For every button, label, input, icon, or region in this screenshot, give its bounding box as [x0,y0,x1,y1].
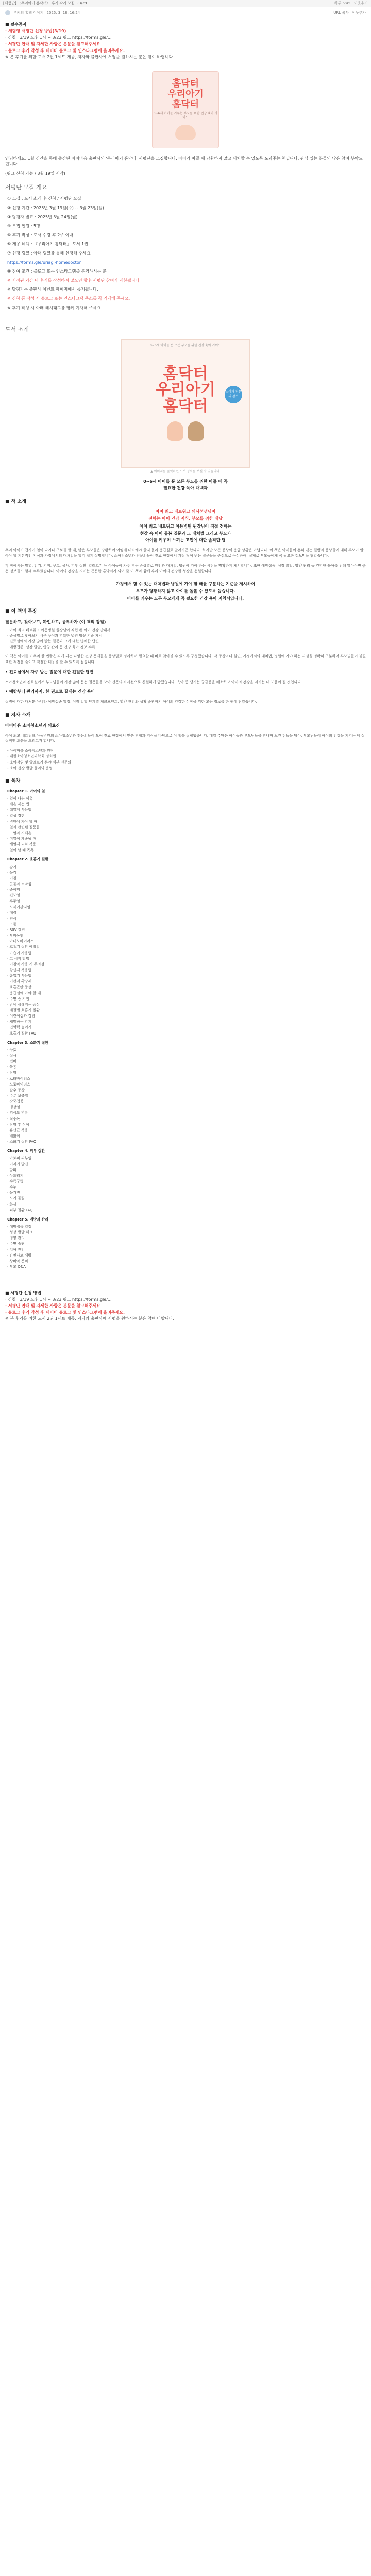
toc-item: · 천식 [7,916,16,921]
toc-item: · 어린이집과 감염 [7,1014,36,1019]
cover-title-line: 우리아기 [167,89,204,100]
notice-line[interactable]: · 신청 : 3/19 오후 1시 ~ 3/23 링크 https://forms.gle/... [5,1297,112,1302]
section-heading-toc [5,778,366,785]
kid-figure [167,421,183,441]
notice-line: ※ 본 후기를 위한 도서 2권 1세트 제공, 저자와 출판사에 서평을 원하시는 분은 참여 바랍니다. [5,1316,175,1321]
toc-item: · 복통 [7,1065,16,1070]
toc-item: · 수족구병 [7,1179,24,1183]
highlight-line: 아이 최고 네트워크 의사선생님이 [155,509,216,514]
toc-item: · 치아 관리 [7,1247,25,1252]
toc-item: · 해열제 사용법 [7,808,32,812]
schedule-item: ⑧ 참여 조건 : 블로그 또는 인스타그램을 운영하시는 분 [7,269,107,274]
notice-top [5,18,366,64]
highlight-line: 현장 속 아이 돌봄 질문과 그 대처법 그리고 부모가 [140,531,231,536]
toc-item: · 변비 [7,1059,16,1064]
toc-item: · 병원에 가야 할 때 [7,819,38,824]
toc-item: · 안전사고 예방 [7,1253,32,1258]
toc-item: · 예방접종 일정 [7,1224,32,1229]
body-paragraph: 우리 아이가 갑자기 열이 나거나 구토를 할 때, 많은 부모들은 당황하여 어떻게 대처해야 할지 몰라 응급실로 달려가곤 합니다. 하지만 모든 증상이 응급 상황은 아닙니다. 이 책은 아이들이 흔히 겪는 질병과 증상들에 대해 부모가 알아야 할 기본적인 지식과 가정에서의 대처법을 알기 쉽게 설명합니다. 소아청소년과 전문의들이 진료 현장에서 가장 많이 받는 질문들을 중심으로 구성하여, 실제로 부모들에게 꼭 필요한 정보만을 담았습니다. [5,548,364,558]
toc-item: · 맹장염 [7,1105,20,1110]
notice-line: · 블로그 후기 작성 후 네이버 블로그 및 인스타그램에 올려주세요. [5,1310,125,1315]
post-title: [체험단] 〈우리아기 홈닥터〉 후기 작가 모집 ~3/29 [3,1,87,6]
toc-item: · 아토피 피부염 [7,1156,32,1161]
schedule-item: ⑥ 제공 혜택 : 『우리아기 홈닥터』 도서 1권 [7,242,88,247]
schedule-list [7,196,366,311]
author-credential: - 소아감염 및 알레르기 분야 세부 전문의 [7,760,72,765]
toc-item: · 모세기관지염 [7,905,31,909]
schedule-item: ※ 신청 폼 작성 시 블로그 또는 인스타그램 주소를 꼭 기재해 주세요. [7,296,130,301]
toc-item: · 호흡기 질환 FAQ [7,1031,37,1036]
section-title: ■ 책 소개 [5,499,26,504]
toc-item: · 열성 경련 [7,814,25,818]
highlight-dark [5,523,366,544]
toc-item: · 재발하는 감기 [7,1020,32,1024]
top-bar [0,0,371,7]
baby-illustration [175,125,196,140]
notice-line: · 서평단 안내 및 자세한 사항은 본문을 참고해주세요 [5,41,100,46]
image-caption: ▲ 이미지를 클릭하면 도서 정보를 보실 수 있습니다. [150,470,221,474]
cover-title-line: 홈닥터 [172,98,199,110]
toc-item: · 성장 발달 체크 [7,1230,33,1235]
body-paragraph: 각 장에서는 발열, 감기, 기침, 구토, 설사, 피부 질환, 알레르기 등 아이들이 자주 겪는 증상별로 원인과 대처법, 병원에 가야 하는 시점을 명확하게 제시합니다. 또한 예방접종, 성장 발달, 영양 관리 등 건강한 육아를 위해 알아두면 좋은 정보들도 함께 수록했습니다. 아이의 건강을 지키는 든든한 홈닥터가 되어 줄 이 책과 함께 우리 아이의 건강한 성장을 응원합니다. [5,563,366,573]
schedule-item: ※ 당첨자는 출판사 이벤트 페이지에서 공지됩니다. [7,287,98,292]
toc-item: · 열이 날 때 목욕 [7,848,34,853]
author-bio: 아이 최고 네트워크 아동병원의 소아청소년과 전문의들이 모여 진료 현장에서 얻은 경험과 지식을 바탕으로 이 책을 집필했습니다. 매일 수많은 아이들과 부모님들을 만나며 느낀 점들을 담아, 부모님들이 아이의 건강을 지키는 데 실질적인 도움을 드리고자 합니다. [5,733,365,743]
cover-title-line: 홈닥터 [163,364,208,383]
toc-item: · 미열이 계속될 때 [7,836,37,841]
toc-item: · 상비약 준비 [7,1259,28,1263]
toc-item: · 장중첩증 [7,1099,24,1104]
bear-figure [188,421,204,441]
cover-title-line: 우리아기 [156,381,215,399]
toc-item: · 구토 [7,1047,16,1052]
toc-item: · 배앓이 [7,1133,20,1138]
toc-item: · 감기 [7,865,16,869]
author-name[interactable]: 루키의 홈책 이야기 [13,11,44,15]
toc-item: · 아데노바이러스 [7,939,34,944]
toc-item: · 기침약 사용 시 주의점 [7,962,44,967]
author-credential: - 소아 성장 발달 클리닉 운영 [7,766,53,770]
schedule-item: ① 모집 : 도서 소개 후 신청 / 서평단 모집 [7,196,81,201]
section-heading-features [5,608,366,615]
toc-item: · 코 세척 방법 [7,956,29,961]
quote-block [5,581,366,601]
toc-chapter-title: Chapter 3. 소화기 질환 [7,1040,49,1045]
schedule-heading: 서평단 모집 개요 [5,184,47,191]
toc-item: · 해열제 교차 복용 [7,842,37,847]
headline-line: 0~6세 아이를 둔 모든 부모를 위한 아플 때 꼭 [143,479,228,484]
toc-item: · 편도염 [7,893,20,898]
section-title: ■ 저자 소개 [5,712,31,718]
toc-item: · 수면 중 기침 [7,996,29,1001]
features-intro: 질문하고, 찾아보고, 확인하고, 공부하자 (이 책의 장점) [5,620,106,625]
section-title: ■ 이 책의 특징 [5,609,37,615]
author-credential: - 대한소아청소년과학회 정회원 [7,754,56,759]
intro-paragraph: 안녕하세요. 1월 신간을 통해 출간된 아이마음 출판사의 '우리아기 홈닥터' 서평단을 모집합니다. 아이가 아플 때 당황하지 않고 대처할 수 있도록 도와주는 책입니다. 관심 있는 분들의 많은 참여 부탁드립니다. [5,156,363,167]
avatar[interactable] [5,10,10,15]
schedule-item: ⑦ 신청 링크 : 아래 링크를 통해 신청해 주세요 [7,250,91,256]
book-cover-large[interactable] [121,339,250,468]
toc-item: · 응급실에 가야 할 때 [7,991,41,995]
book-section-heading: 도서 소개 [5,326,29,333]
toc-item: · 피부 질환 FAQ [7,1208,33,1212]
features-subheading: • 예방부터 관리까지, 한 권으로 끝내는 건강 육아 [5,689,95,694]
toc-item: · 열과 관련된 질문들 [7,825,40,829]
toc-item: · 수분 보충법 [7,1094,28,1098]
kids-illustration [167,421,204,441]
section-title: ■ 목차 [5,778,21,784]
toc-item: · 폐렴 [7,910,16,915]
quote-line: 아이를 키우는 모든 부모에게 꼭 필요한 건강 육아 지침서입니다. [127,596,244,601]
toc-item: · 가습기 사용법 [7,951,32,955]
schedule-item: ※ 지정된 기간 내 후기를 작성하지 않으면 향후 서평단 참여가 제한됩니다. [7,278,141,283]
toc-item: · 수면 습관 [7,1242,25,1246]
toc-item: · 고열과 저체온 [7,831,32,835]
toc-item: · 소화기 질환 FAQ [7,1140,37,1144]
toc-item: · 기저귀 발진 [7,1162,28,1166]
section-heading-author [5,712,366,719]
toc-item: · 화상 [7,1202,16,1207]
cover-sticker: 소아과 전문의 감수 [225,386,242,403]
toc-item: · 모기 물림 [7,1196,25,1201]
highlight-line: 아이 최고 네트워크 아동병원 원장님이 직접 전하는 [139,524,232,529]
toc-item: · 농가진 [7,1191,20,1195]
toc-item: · 면역력 높이기 [7,1025,32,1030]
notice-bottom [5,1284,366,1333]
toc-chapter-title: Chapter 1. 아이의 열 [7,789,45,793]
intro-paragraph-2: (링크 신청 가능 / 3월 19일 시작) [5,171,65,176]
toc-item: · 기관지 확장제 [7,979,32,984]
features-subheading: • 진료실에서 자주 받는 질문에 대한 친절한 답변 [5,670,94,675]
top-right-info[interactable]: 하루 6:45 · 이웃추가 [334,1,368,6]
highlight-line: 아이를 키우며 느끼는 고민에 대한 솔직한 답 [145,538,226,543]
feature-bullet: · 진료실에서 가장 많이 받는 질문과 그에 대한 명쾌한 답변 [7,639,99,644]
toc-item: · 노로바이러스 [7,1082,31,1087]
schedule-item: ⑤ 후기 작성 : 도서 수령 후 2주 이내 [7,232,74,238]
toc-item: · 설사 [7,1054,16,1058]
body-paragraph: 소아청소년과 진료실에서 부모님들이 가장 많이 묻는 질문들을 모아 전문의의 시선으로 친절하게 답했습니다. 육아 중 생기는 궁금증을 해소하고 아이의 건강을 지키는 데 도움이 될 것입니다. [5,680,302,684]
author-credential: - 아이마음 소아청소년과 원장 [7,749,54,753]
post-meta [5,7,366,18]
cover-title [167,79,204,109]
toc-item: · 호흡기 질환 예방법 [7,945,40,950]
schedule-item[interactable]: https://forms.gle/uriagi-homedoctor [7,260,81,265]
toc-item: · 기침 [7,876,16,880]
notice-line[interactable]: · 신청 : 3/19 오후 1시 ~ 3/23 링크 https://forms.gle/... [5,35,112,40]
post-body [0,7,371,1333]
schedule-item: ※ 후기 작성 시 아래 해시태그를 함께 기재해 주세요. [7,305,103,310]
notice-line: · 체험형 서평단 신청 방법(3/19) [5,28,66,33]
toc-item: · 중이염 [7,888,20,892]
toc-item: · RSV 감염 [7,928,25,933]
toc-item: · 독감 [7,870,16,875]
quote-line: 부모가 당황하지 않고 아이를 돌볼 수 있도록 돕습니다. [136,588,235,594]
neighbor-add-button[interactable]: 이웃추가 [351,11,366,15]
toc-item: · 호흡곤란 증상 [7,985,32,990]
url-copy-button[interactable]: URL 복사 [333,11,349,15]
toc-item: · 항생제 복용법 [7,968,32,973]
book-cover-small[interactable] [152,71,219,148]
schedule-item: ③ 당첨자 발표 : 2025년 3월 24일(월) [7,214,78,219]
toc-item: · 장염 후 식이 [7,1122,29,1127]
toc-item: · 로타바이러스 [7,1076,31,1081]
toc-item: · 영양 관리 [7,1236,25,1241]
body-paragraph: 이 책은 아이를 키우며 한 번쯤은 겪게 되는 다양한 건강 문제들을 증상별로 정리하여 필요할 때 바로 찾아볼 수 있도록 구성했습니다. 각 증상마다 원인, 가정에서의 대처법, 병원에 가야 하는 시점을 명확히 구분하여 부모님들이 불필요한 걱정을 줄이고 적절한 대응을 할 수 있도록 돕습니다. [5,654,366,665]
toc-item: · 후두염 [7,899,20,904]
toc-chapter-title: Chapter 2. 호흡기 질환 [7,857,49,862]
cover-big-title [156,366,215,415]
headline-line: 필요한 건강 육아 대백과 [163,486,208,491]
toc-chapter-title: Chapter 4. 피부 질환 [7,1149,45,1154]
toc-chapter-title: Chapter 5. 예방과 관리 [7,1217,49,1222]
toc-item: · 두드러기 [7,1173,24,1178]
feature-bullet: · 증상별로 찾아보기 쉬운 구성과 명확한 병원 방문 기준 제시 [7,633,103,638]
post-date: 2025. 3. 18. 16:24 [46,11,80,15]
cover-title-line: 홈닥터 [172,78,199,90]
cover-top-text: 0~6세 아이를 둔 모든 부모를 위한 건강 육아 가이드 [149,344,222,348]
notice-line: · 블로그 후기 작성 후 네이버 블로그 및 인스타그램에 올려주세요. [5,48,125,53]
author-credentials [7,748,366,771]
table-of-contents [7,789,366,1269]
headline [5,479,366,492]
toc-item: · 수두 [7,1185,16,1190]
toc-item: · 밤에 심해지는 증상 [7,1002,40,1007]
toc-item: · 계절별 호흡기 질환 [7,1008,40,1013]
toc-item: · 유산균 복용 [7,1128,28,1132]
highlight-red [5,509,366,521]
feature-bullet: · 아이 최고 네트워크 아동병원 원장님이 직접 쓴 아이 건강 안내서 [7,628,111,632]
notice-label: ■ 서평단 신청 방법 [5,1291,42,1296]
toc-item: · 부비동염 [7,934,24,938]
notice-line: ※ 본 후기를 위한 도서 2권 1세트 제공, 저자와 출판사에 서평을 원하시는 분은 참여 바랍니다. [5,55,175,60]
schedule-item: ② 신청 기간 : 2025년 3월 19일(수) ~ 3월 23일(일) [7,206,104,211]
notice-label: ■ 필수공지 [5,22,27,27]
feature-bullet: · 예방접종, 성장 발달, 영양 관리 등 건강 육아 정보 수록 [7,645,95,650]
toc-item: · 부모 Q&A [7,1264,26,1269]
features-bullets [7,628,366,650]
toc-item: · 땀띠 [7,1167,16,1172]
toc-item: · 크룹 [7,922,16,926]
quote-line: 가정에서 할 수 있는 대처법과 병원에 가야 할 때를 구분하는 기준을 제시하여 [115,582,256,587]
toc-item: · 위식도 역류 [7,1111,28,1115]
toc-item: · 체온 재는 법 [7,802,29,807]
toc-item: · 탈수 증상 [7,1088,25,1092]
toc-item: · 장염 [7,1071,16,1075]
schedule-item: ④ 모집 인원 : 5명 [7,224,40,229]
cover-subtitle: 0~6세 아이를 키우는 부모를 위한 건강 육아 가이드 [153,111,218,120]
toc-item: · 식중독 [7,1116,20,1121]
section-heading-intro [5,499,366,505]
notice-line: · 서평단 안내 및 자세한 사항은 본문을 참고해주세요 [5,1303,100,1309]
cover-title-line: 홈닥터 [163,397,208,415]
toc-item: · 열이 나는 이유 [7,796,33,801]
highlight-line: 전하는 아이 건강 지식, 부모를 위한 대답 [148,516,223,521]
author-name: 아이마음 소아청소년과 의료진 [5,723,60,728]
body-paragraph: 질병에 대한 대처뿐 아니라 예방접종 일정, 성장 발달 단계별 체크포인트, 영양 관리와 생활 습관까지 아이의 건강한 성장을 위한 모든 정보를 한 권에 담았습니다. [5,700,257,704]
toc-item: · 흡입기 사용법 [7,974,32,978]
toc-item: · 콧물과 코막힘 [7,882,32,886]
